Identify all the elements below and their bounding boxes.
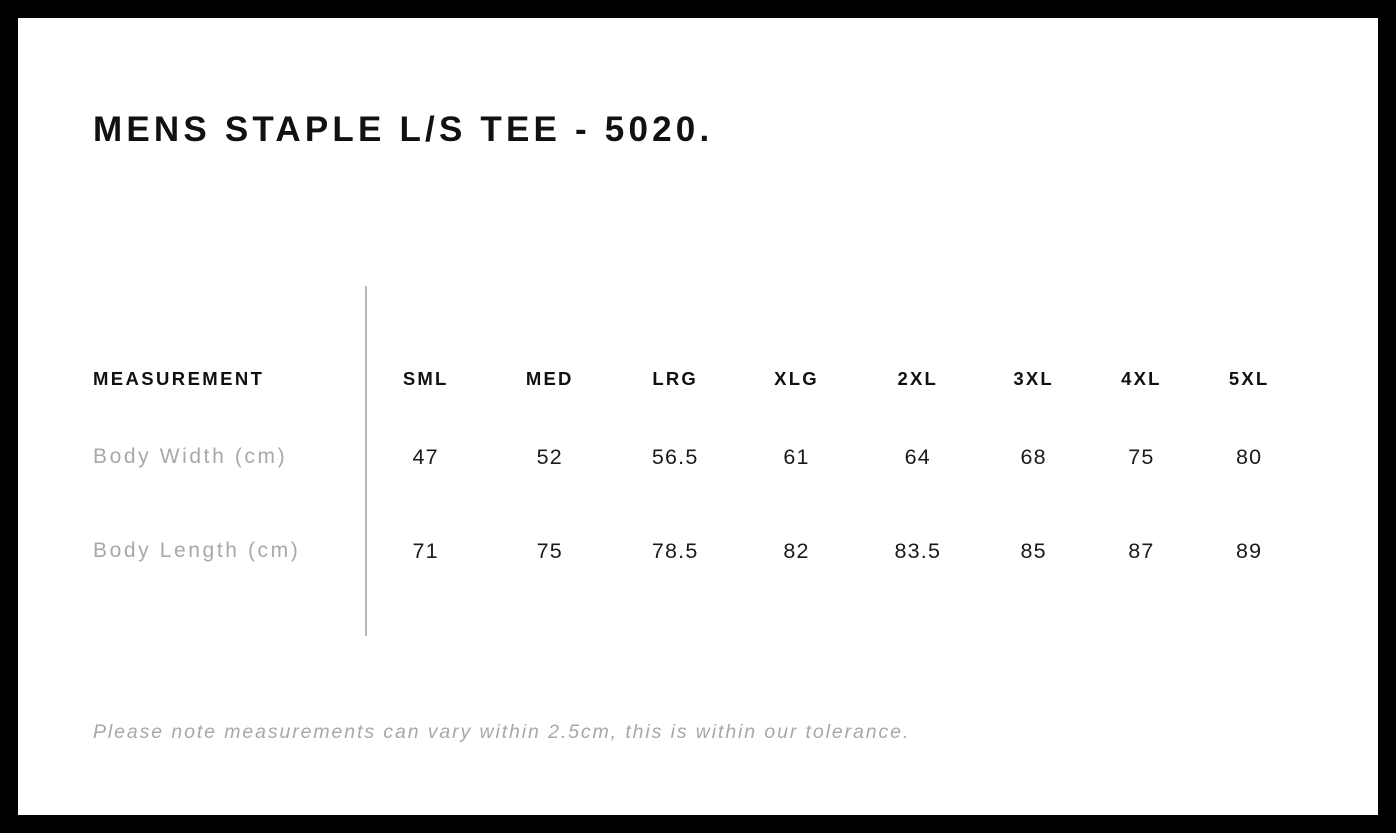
cell-body-width-3xl: 68 <box>1020 444 1047 469</box>
cell-body-length-5xl: 89 <box>1235 538 1263 563</box>
cell-body-width-xlg: 61 <box>783 444 810 469</box>
size-chart-sheet <box>18 18 1378 815</box>
size-chart-table <box>93 348 1303 598</box>
cell-body-length-sml: 71 <box>412 538 439 563</box>
column-header-2xl: 2XL <box>897 368 939 389</box>
tolerance-footnote: Please note measurements can vary within 2.5cm, this is within our tolerance. <box>93 721 911 743</box>
cell-body-width-lrg: 56.5 <box>651 444 699 469</box>
column-header-lrg: LRG <box>652 368 698 389</box>
cell-body-width-2xl: 64 <box>904 444 931 469</box>
cell-body-width-sml: 47 <box>412 444 439 469</box>
cell-body-width-4xl: 75 <box>1128 444 1155 469</box>
cell-body-length-3xl: 85 <box>1020 538 1047 563</box>
cell-body-width-5xl: 80 <box>1235 444 1263 469</box>
cell-body-length-lrg: 78.5 <box>651 538 699 563</box>
column-header-med: MED <box>525 368 574 389</box>
row-label-body-width: Body Width (cm) <box>93 445 288 468</box>
cell-body-width-med: 52 <box>536 444 563 469</box>
page-title: MENS STAPLE L/S TEE - 5020. <box>93 110 714 149</box>
column-header-5xl: 5XL <box>1228 368 1270 389</box>
table-row <box>93 504 1303 598</box>
table-header <box>93 348 1303 410</box>
column-header-4xl: 4XL <box>1121 368 1162 389</box>
table-body <box>93 410 1303 598</box>
cell-body-length-med: 75 <box>536 538 563 563</box>
cell-body-length-xlg: 82 <box>783 538 810 563</box>
cell-body-length-2xl: 83.5 <box>894 538 942 563</box>
table-row <box>93 410 1303 504</box>
cell-body-length-4xl: 87 <box>1128 538 1155 563</box>
column-header-sml: SML <box>402 368 449 389</box>
column-header-3xl: 3XL <box>1013 368 1054 389</box>
row-label-body-length: Body Length (cm) <box>93 539 301 562</box>
column-header-measurement: MEASUREMENT <box>93 368 265 389</box>
column-header-xlg: XLG <box>774 368 819 389</box>
table-header-row <box>93 348 1303 410</box>
